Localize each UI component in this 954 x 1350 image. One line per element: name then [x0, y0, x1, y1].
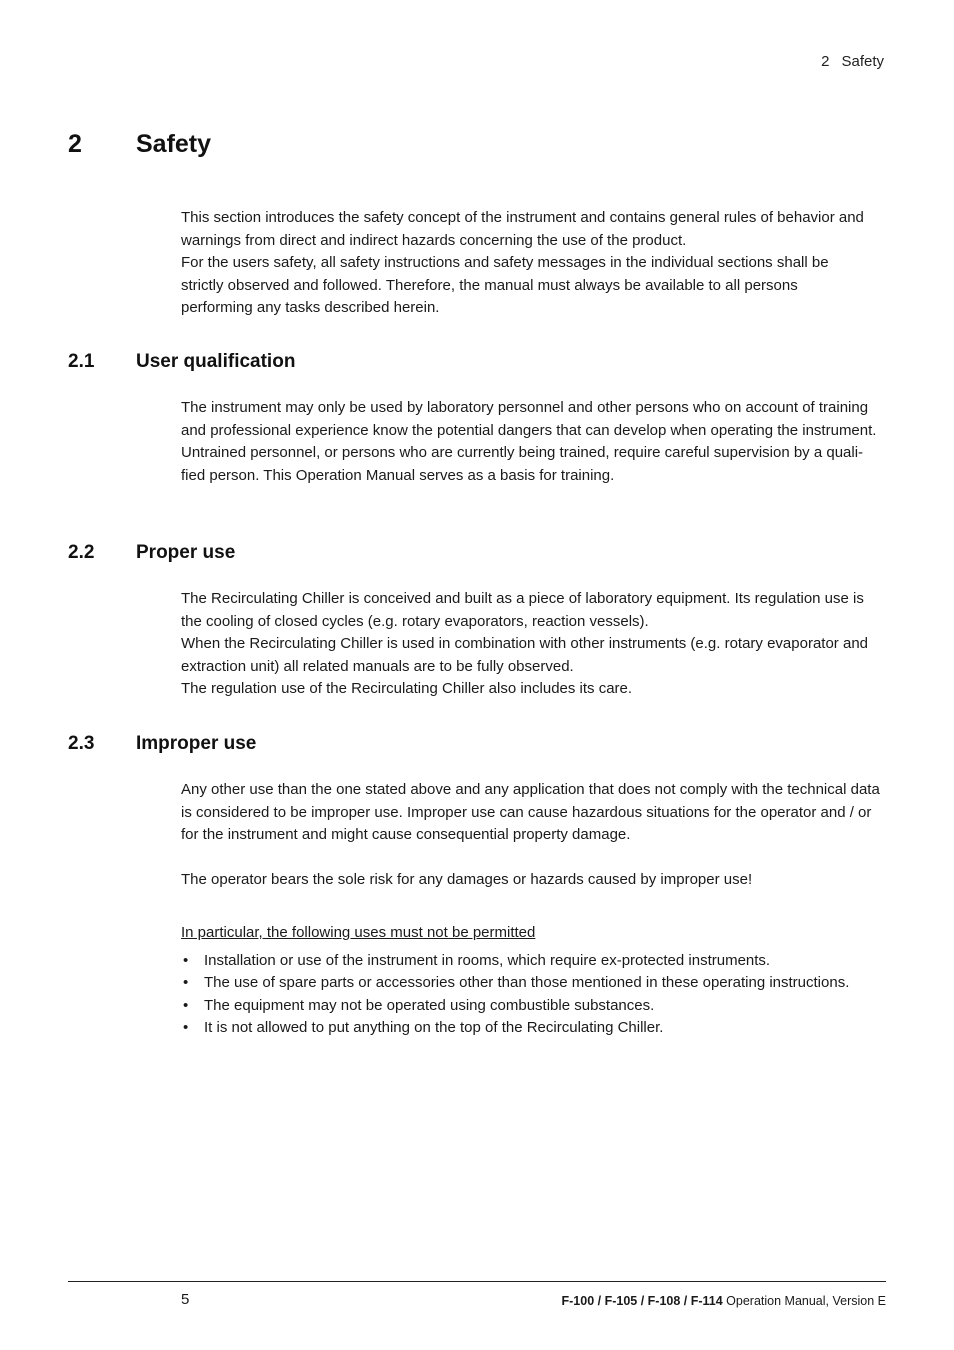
- footer-rule: [68, 1281, 886, 1282]
- chapter-title: [68, 130, 211, 159]
- section-number: 2.1: [68, 351, 95, 372]
- section-number: 2.3: [68, 733, 95, 754]
- list-item-text: The equipment may not be operated using combustible substances.: [204, 996, 655, 1014]
- section-body-improper-use: [181, 779, 887, 892]
- list-heading: In particular, the following uses must not be permitted: [181, 924, 536, 941]
- section-number: 2.2: [68, 542, 95, 563]
- section-body-proper-use: [181, 588, 887, 701]
- bullet-icon: •: [183, 996, 189, 1014]
- section-body-user-qualification: [181, 397, 887, 487]
- list-item-text: Installation or use of the instrument in rooms, which require ex-protected instruments.: [204, 952, 771, 969]
- bullet-icon: •: [183, 1018, 189, 1036]
- section-title-text: Improper use: [136, 733, 257, 754]
- list-item: [181, 972, 891, 994]
- section-paragraph: Untrained personnel, or persons who are currently being trained, require careful supervision by a quali-fied person. This Operation Manual serves as a basis for training.: [181, 444, 864, 484]
- bullet-icon: •: [183, 974, 189, 992]
- section-title-improper-use: [68, 733, 256, 755]
- chapter-number: 2: [68, 130, 82, 158]
- footer-doc-title: Operation Manual, Version E: [726, 1294, 886, 1308]
- page-number: 5: [181, 1291, 190, 1308]
- section-title-text: User qualification: [136, 351, 296, 372]
- bullet-icon: •: [183, 952, 189, 969]
- intro-paragraph: For the users safety, all safety instructions and safety messages in the individual sections shall be strictly observed and followed. Therefore, the manual must always be available to all persons performing any tasks described herein.: [181, 254, 829, 316]
- list-item: [181, 995, 891, 1017]
- section-paragraph: The instrument may only be used by laboratory personnel and other persons who on account of training and professional experience know the potential dangers that can develop when operating the instrument.: [181, 399, 877, 439]
- footer-models: F-100 / F-105 / F-108 / F-114: [561, 1294, 723, 1308]
- prohibited-uses-list: [181, 950, 891, 1039]
- section-paragraph: When the Recirculating Chiller is used in combination with other instruments (e.g. rotary evaporator and extraction unit) all related manuals are to be fully observed.: [181, 635, 868, 675]
- chapter-title-text: Safety: [136, 130, 212, 158]
- running-header: [821, 53, 884, 70]
- section-paragraph: The operator bears the sole risk for any damages or hazards caused by improper use!: [181, 871, 753, 888]
- list-item-text: It is not allowed to put anything on the top of the Recirculating Chiller.: [204, 1018, 664, 1036]
- section-paragraph: The regulation use of the Recirculating Chiller also includes its care.: [181, 680, 633, 697]
- running-header-chapter-number: 2: [821, 53, 830, 70]
- section-paragraph: The Recirculating Chiller is conceived and built as a piece of laboratory equipment. Its regulation use is the cooling of closed cycles (e.g. rotary evaporators, reaction vessels).: [181, 590, 864, 630]
- list-item-text: The use of spare parts or accessories other than those mentioned in these operating instructions.: [204, 974, 850, 992]
- chapter-intro: [181, 207, 887, 320]
- footer-document-info: [562, 1294, 887, 1308]
- list-item: [181, 1017, 891, 1039]
- section-title-user-qualification: [68, 351, 295, 373]
- running-header-chapter-label: Safety: [841, 53, 884, 70]
- section-title-text: Proper use: [136, 542, 236, 563]
- intro-paragraph: This section introduces the safety concept of the instrument and contains general rules of behavior and warnings from direct and indirect hazards concerning the use of the product.: [181, 209, 864, 249]
- section-title-proper-use: [68, 542, 235, 564]
- list-item: [181, 950, 891, 972]
- section-paragraph: Any other use than the one stated above and any application that does not comply with the technical data is considered to be improper use. Improper use can cause hazardous situations for the operator and / or for the instrument and might cause consequential property damage.: [181, 781, 880, 843]
